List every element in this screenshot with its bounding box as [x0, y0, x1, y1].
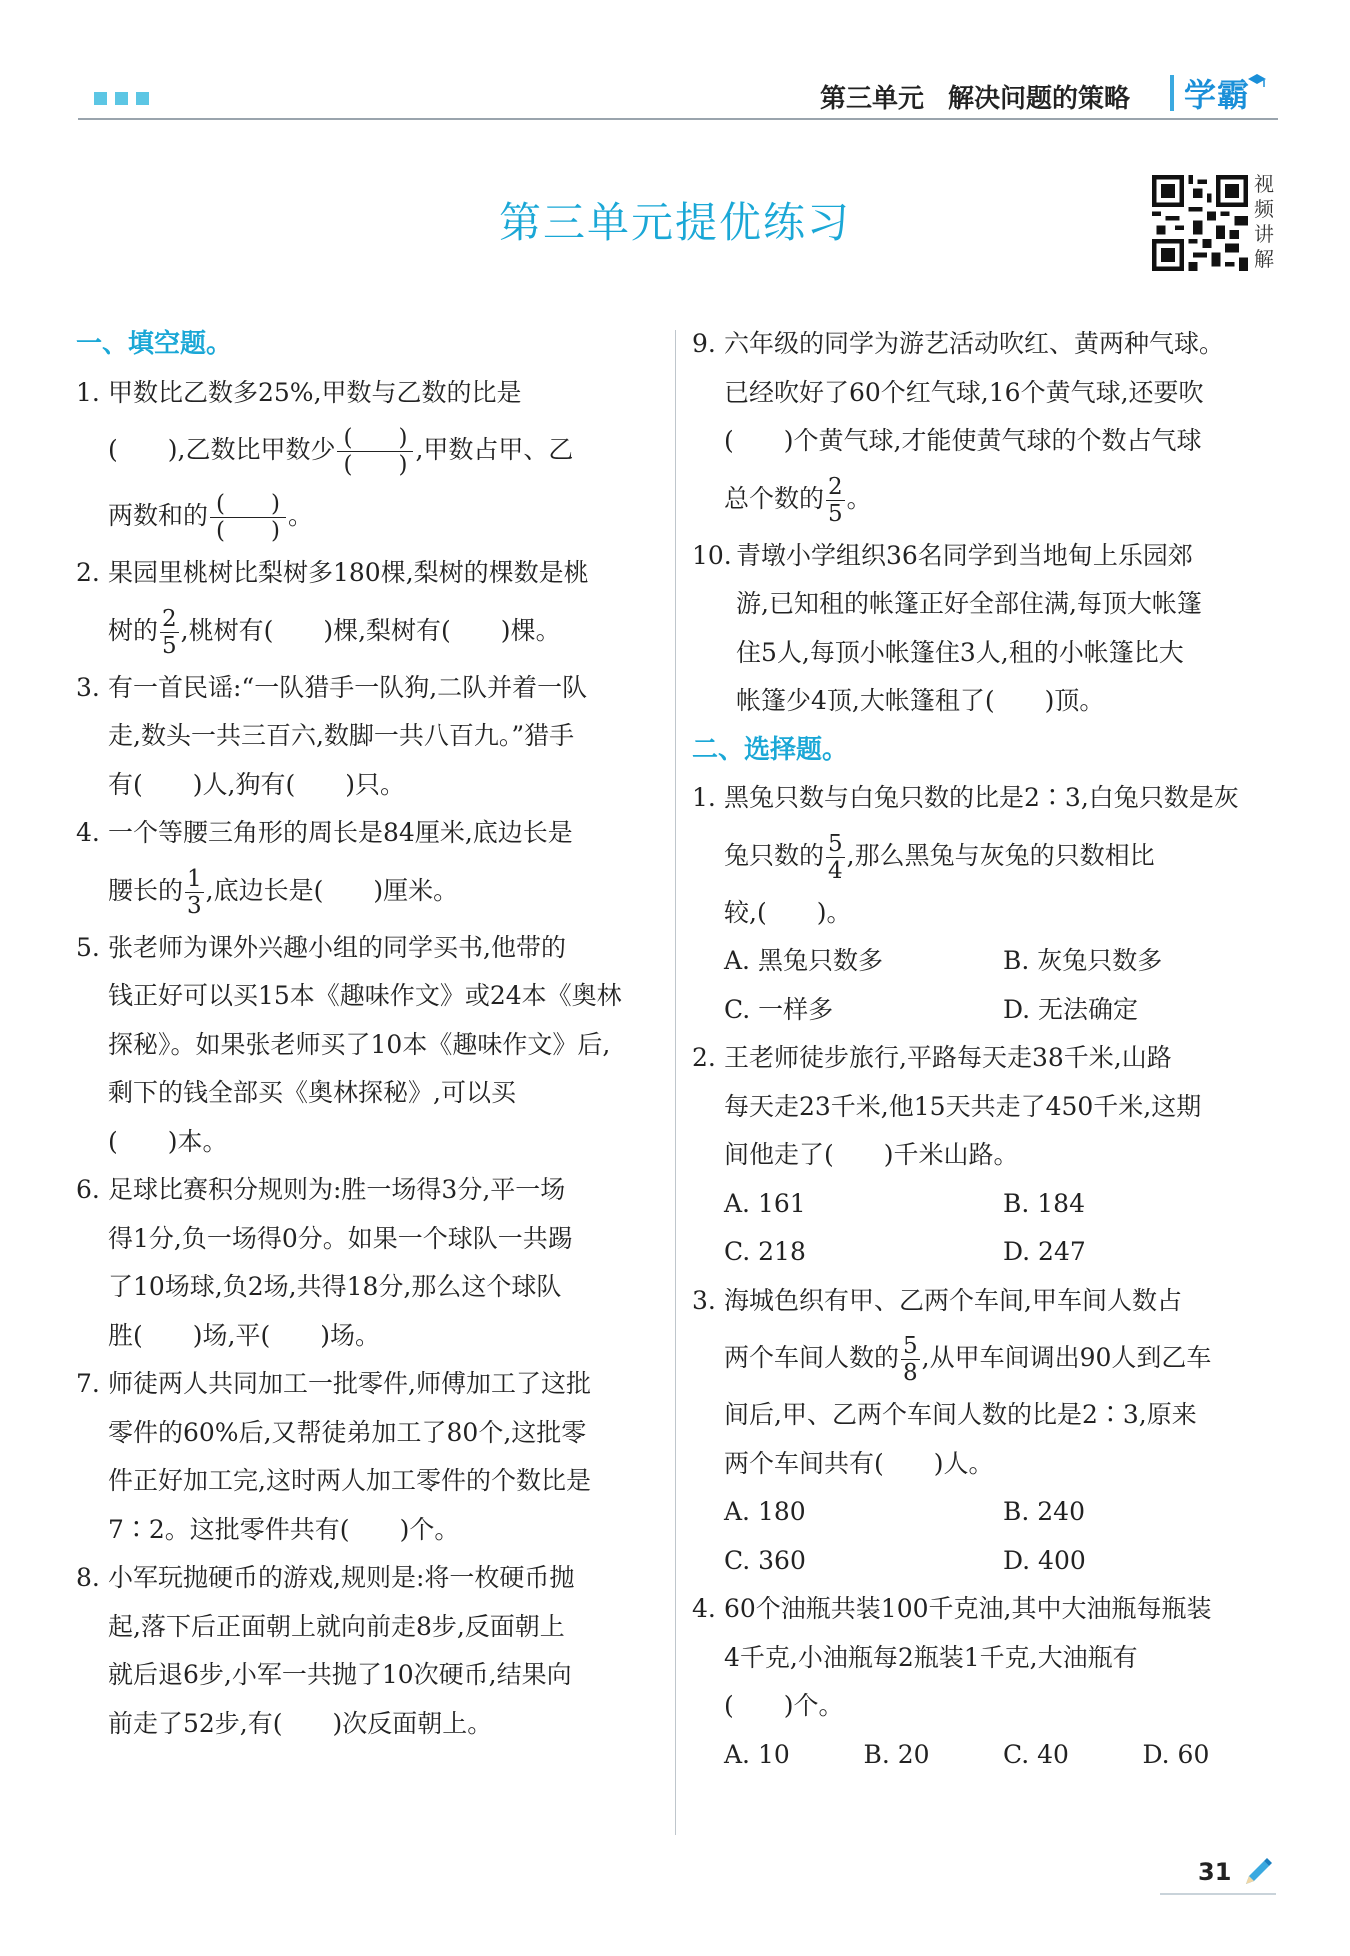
header-title: [820, 78, 1130, 115]
pencil-icon: [1240, 1856, 1274, 1890]
question-9: 9. 六年级的同学为游艺活动吹红、黄两种气球。 已经吹好了60个红气球,16个黄气球,还要吹 ( )个黄气球,才能使黄气球的个数占气球 总个数的 $\frac{2}{5}$ 。: [692, 329, 1225, 527]
option-c[interactable]: C. 一样多: [724, 994, 834, 1024]
brand-logo: [1170, 70, 1268, 116]
question-8: 8. 小军玩抛硬币的游戏,规则是:将一枚硬币抛 起,落下后正面朝上就向前走8步,反面朝上 就后退6步,小军一共抛了10次硬币,结果向 前走了52步,有( )次反面朝上。: [76, 1563, 575, 1738]
option-b[interactable]: B. 20: [863, 1739, 930, 1769]
blank-fraction[interactable]: $\frac{( )}{( )}$: [337, 425, 413, 478]
question-5: 5. 张老师为课外兴趣小组的同学买书,他带的 钱正好可以买15本《趣味作文》或24本《奥林 探秘》。如果张老师买了10本《趣味作文》后, 剩下的钱全部买《奥林探秘》,可以买 ( )本。: [76, 932, 622, 1156]
options: [724, 1537, 1282, 1586]
header-strategy: 解决问题的策略: [948, 84, 1131, 114]
options: [724, 1488, 1282, 1537]
option-a[interactable]: A. 10: [724, 1739, 790, 1769]
page-title: 第三单元提优练习: [498, 198, 851, 247]
question-6: 6. 足球比赛积分规则为:胜一场得3分,平一场 得1分,负一场得0分。如果一个球队一共踢 了10场球,负2场,共得18分,那么这个球队 胜( )场,平( )场。: [76, 1175, 573, 1350]
option-d[interactable]: D. 无法确定: [1003, 994, 1139, 1024]
fraction: $\frac{1}{3}$: [187, 865, 202, 919]
header-unit: 第三单元: [820, 84, 925, 114]
qr-label: 视频讲解: [1254, 172, 1274, 271]
choice-question-4: 4. 60个油瓶共装100千克油,其中大油瓶每瓶装 4千克,小油瓶每2瓶装1千克,大油瓶有 ( )个。 A. 10 B. 20 C. 40 D. 60: [692, 1585, 1282, 1779]
options: [724, 937, 1282, 986]
question-1: 1. 甲数比乙数多25%,甲数与乙数的比是 ( ),乙数比甲数少 $\frac{( )}{( )}$ ,甲数占甲、乙 两数和的 $\frac{( )}{( )}$ 。: [76, 377, 574, 544]
option-a[interactable]: A. 180: [724, 1497, 806, 1526]
option-c[interactable]: C. 40: [1003, 1739, 1069, 1769]
page-number: 31: [1198, 1858, 1232, 1886]
graduation-cap-icon: [1246, 71, 1268, 93]
option-b[interactable]: B. 240: [1003, 1497, 1085, 1526]
header-divider: [78, 118, 1278, 120]
question-10: 10. 青墩小学组织36名同学到当地甸上乐园郊 游,已知租的帐篷正好全部住满,每顶大帐篷 住5人,每顶小帐篷住3人,租的小帐篷比大 帐篷少4顶,大帐篷租了( )顶。: [692, 540, 1202, 715]
question-4: 4. 一个等腰三角形的周长是84厘米,底边长是 腰长的 $\frac{1}{3}$ ,底边长是( )厘米。: [76, 818, 573, 919]
option-c[interactable]: C. 218: [724, 1237, 806, 1266]
options: [724, 986, 1282, 1035]
options: [724, 1228, 1282, 1277]
option-d[interactable]: D. 60: [1142, 1739, 1210, 1769]
brand-logo-text: 学霸: [1184, 76, 1251, 114]
fraction: $\frac{5}{4}$: [828, 830, 843, 884]
header-decoration: [94, 92, 149, 105]
right-column: [692, 320, 1282, 1779]
choice-question-1: 1. 黑兔只数与白兔只数的比是2∶3,白兔只数是灰 兔只数的 $\frac{5}{4}$ ,那么黑兔与灰兔的只数相比 较,( )。 A. 黑兔只数多 B. 灰兔只数多 C. 一样多 D. 无法确定: [692, 774, 1282, 1034]
option-b[interactable]: B. 灰兔只数多: [1003, 946, 1163, 975]
blank-fraction[interactable]: $\frac{( )}{( )}$: [210, 491, 286, 544]
choice-question-2: 2. 王老师徒步旅行,平路每天走38千米,山路 每天走23千米,他15天共走了450千米,这期 间他走了( )千米山路。 A. 161 B. 184 C. 218 D. 247: [692, 1034, 1282, 1277]
question-7: 7. 师徒两人共同加工一批零件,师傅加工了这批 零件的60%后,又帮徒弟加工了80个,这批零 件正好加工完,这时两人加工零件的个数比是 7∶2。这批零件共有( )个。: [76, 1369, 591, 1544]
question-3: 3. 有一首民谣:“一队猎手一队狗,二队并着一队 走,数头一共三百六,数脚一共八百九。”猎手 有( )人,狗有( )只。: [76, 672, 588, 799]
fraction: $\frac{2}{5}$: [828, 473, 843, 527]
column-divider: [675, 330, 676, 1835]
option-d[interactable]: D. 247: [1003, 1237, 1086, 1266]
left-column: [76, 320, 661, 1748]
options: [724, 1180, 1282, 1229]
section-fill-blank-title: 一、填空题。: [76, 329, 233, 359]
section-choice-title: 二、选择题。: [692, 734, 849, 765]
option-a[interactable]: A. 161: [724, 1188, 806, 1218]
fraction: $\frac{2}{5}$: [162, 605, 177, 659]
footer-line: [1160, 1893, 1276, 1895]
options: [724, 1731, 1282, 1780]
option-a[interactable]: A. 黑兔只数多: [724, 946, 883, 975]
question-2: 2. 果园里桃树比梨树多180棵,梨树的棵数是桃 树的 $\frac{2}{5}$ ,桃树有( )棵,梨树有( )棵。: [76, 558, 589, 659]
choice-question-3: 3. 海城色织有甲、乙两个车间,甲车间人数占 两个车间人数的 $\frac{5}{8}$ ,从甲车间调出90人到乙车 间后,甲、乙两个车间人数的比是2∶3,原来 两个车间共有( )人。 A. 180 B. 240 C. 360 D. 400: [692, 1277, 1282, 1586]
qr-code-icon[interactable]: [1152, 175, 1248, 271]
option-c[interactable]: C. 360: [724, 1545, 806, 1575]
fraction: $\frac{5}{8}$: [903, 1333, 918, 1386]
option-d[interactable]: D. 400: [1003, 1545, 1086, 1575]
option-b[interactable]: B. 184: [1003, 1188, 1085, 1218]
